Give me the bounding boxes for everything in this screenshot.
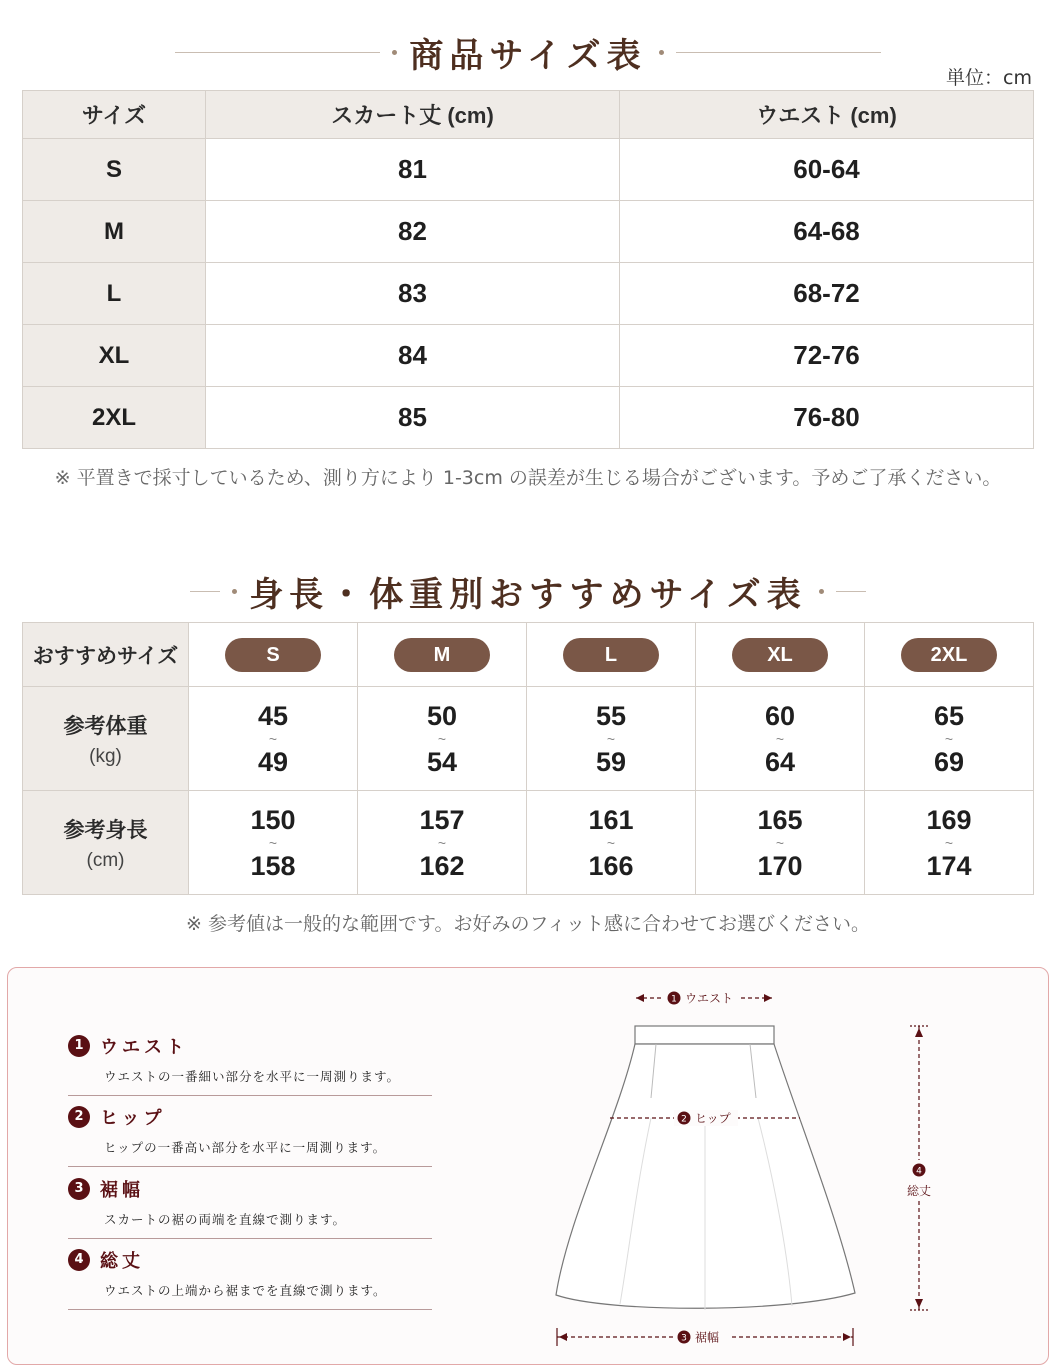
weight-max: 69 — [933, 746, 965, 777]
measurement-guide-box — [7, 967, 1049, 1365]
row-waist: 68-72 — [620, 263, 1034, 325]
range-tilde: ~ — [606, 730, 616, 747]
guide-item-title: ウエスト — [100, 1037, 188, 1058]
guide-item-desc: ウエストの上端から裾までを直線で測ります。 — [104, 1283, 387, 1298]
row-waist: 60-64 — [620, 139, 1034, 201]
number-badge: 2 — [68, 1106, 90, 1128]
table-row — [23, 139, 1034, 201]
weight-cell — [865, 687, 1034, 791]
height-min: 169 — [926, 804, 972, 835]
row-size: XL — [23, 325, 206, 387]
range-tilde: ~ — [437, 834, 447, 851]
range-tilde: ~ — [606, 834, 616, 851]
row-waist: 64-68 — [620, 201, 1034, 263]
weight-min: 45 — [257, 700, 289, 731]
weight-row — [23, 687, 1034, 791]
title-dot-left — [232, 589, 237, 594]
height-cell — [358, 791, 527, 895]
row-length: 84 — [206, 325, 620, 387]
range-tilde: ~ — [268, 834, 278, 851]
height-unit: (cm) — [86, 849, 125, 871]
range-tilde: ~ — [437, 730, 447, 747]
row-length: 83 — [206, 263, 620, 325]
hip-diagram-label: ヒップ — [695, 1111, 731, 1126]
row-size: L — [23, 263, 206, 325]
size-cell — [696, 623, 865, 687]
table-row — [23, 201, 1034, 263]
header-skirt-length: スカート丈 (cm) — [206, 91, 620, 139]
reference-note: ※ 参考値は一般的な範囲です。お好みのフィット感に合わせてお選びください。 — [186, 913, 870, 935]
range-tilde: ~ — [775, 730, 785, 747]
weight-cell — [358, 687, 527, 791]
weight-min: 60 — [764, 700, 796, 731]
waist-diagram-label: ウエスト — [685, 991, 734, 1006]
row-size: S — [23, 139, 206, 201]
size-badge: M — [394, 638, 490, 672]
size-badge: S — [225, 638, 321, 672]
row-size: 2XL — [23, 387, 206, 449]
skirt-illustration — [556, 1026, 855, 1310]
height-cell — [527, 791, 696, 895]
size-cell — [865, 623, 1034, 687]
title-divider-left — [190, 591, 220, 592]
title-dot-left — [392, 50, 397, 55]
table-row — [23, 325, 1034, 387]
row-length: 82 — [206, 201, 620, 263]
title-divider-left — [175, 52, 380, 53]
hem-diagram-label: 裾幅 — [695, 1330, 720, 1345]
height-label-cell — [23, 791, 189, 895]
row-size: M — [23, 201, 206, 263]
weight-min: 55 — [595, 700, 627, 731]
size-badge: XL — [732, 638, 828, 672]
size-badge: L — [563, 638, 659, 672]
length-diagram-label: 総丈 — [906, 1184, 932, 1198]
measurement-note: ※ 平置きで採寸しているため、測り方により 1-3cm の誤差が生じる場合がございます。予めご了承ください。 — [54, 467, 1002, 489]
weight-max: 54 — [426, 746, 458, 777]
row-waist: 72-76 — [620, 325, 1034, 387]
weight-cell — [696, 687, 865, 791]
title-divider-right — [836, 591, 866, 592]
header-size: サイズ — [23, 91, 206, 139]
size-badge: 2XL — [901, 638, 997, 672]
height-row — [23, 791, 1034, 895]
number-badge-text: 1 — [671, 994, 677, 1005]
recommend-title: 身長・体重別おすすめサイズ表 — [249, 575, 807, 615]
guide-item-desc: ヒップの一番高い部分を水平に一周測ります。 — [104, 1140, 387, 1155]
weight-unit: (kg) — [89, 745, 122, 767]
table-row — [23, 387, 1034, 449]
range-tilde: ~ — [268, 730, 278, 747]
height-min: 161 — [588, 804, 634, 835]
height-min: 157 — [419, 804, 465, 835]
weight-label: 参考体重 — [63, 714, 148, 738]
guide-item-desc: ウエストの一番細い部分を水平に一周測ります。 — [104, 1069, 401, 1084]
title-divider-right — [676, 52, 881, 53]
height-min: 150 — [250, 804, 296, 835]
height-max: 162 — [419, 850, 465, 881]
range-tilde: ~ — [944, 834, 954, 851]
height-min: 165 — [757, 804, 803, 835]
header-waist: ウエスト (cm) — [620, 91, 1034, 139]
range-tilde: ~ — [775, 834, 785, 851]
height-max: 166 — [588, 850, 634, 881]
height-cell — [189, 791, 358, 895]
guide-item-title: ヒップ — [100, 1108, 166, 1129]
length-measure — [903, 1026, 935, 1310]
weight-cell — [527, 687, 696, 791]
number-badge-text: 4 — [916, 1166, 922, 1177]
size-chart-title: 商品サイズ表 — [409, 36, 647, 76]
number-badge: 3 — [68, 1178, 90, 1200]
guide-item-desc: スカートの裾の両端を直線で測ります。 — [104, 1212, 347, 1227]
hem-measure — [557, 1328, 853, 1346]
recommend-size-row — [23, 623, 1034, 687]
row-length: 85 — [206, 387, 620, 449]
weight-label-cell — [23, 687, 189, 791]
row-length: 81 — [206, 139, 620, 201]
height-max: 158 — [250, 850, 296, 881]
number-badge-text: 2 — [681, 1114, 687, 1125]
height-cell — [696, 791, 865, 895]
table-row — [23, 263, 1034, 325]
weight-min: 65 — [933, 700, 965, 731]
recommend-size-label: おすすめサイズ — [23, 623, 189, 687]
guide-item-title: 総丈 — [100, 1251, 144, 1272]
weight-max: 59 — [595, 746, 627, 777]
skirt-diagram — [8, 968, 1050, 1366]
number-badge: 1 — [68, 1035, 90, 1057]
height-cell — [865, 791, 1034, 895]
title-dot-right — [659, 50, 664, 55]
size-cell — [189, 623, 358, 687]
size-cell — [358, 623, 527, 687]
weight-min: 50 — [426, 700, 458, 731]
row-waist: 76-80 — [620, 387, 1034, 449]
height-max: 174 — [926, 850, 972, 881]
waist-measure — [636, 990, 772, 1006]
size-chart-title-row — [0, 28, 1056, 77]
weight-max: 64 — [764, 746, 796, 777]
weight-max: 49 — [257, 746, 289, 777]
height-max: 170 — [757, 850, 803, 881]
weight-cell — [189, 687, 358, 791]
recommend-title-row — [0, 567, 1056, 616]
title-dot-right — [819, 589, 824, 594]
range-tilde: ~ — [944, 730, 954, 747]
height-label: 参考身長 — [63, 818, 148, 842]
table-header-row — [23, 91, 1034, 139]
recommend-table — [22, 622, 1034, 895]
guide-item-title: 裾幅 — [100, 1180, 144, 1201]
number-badge: 4 — [68, 1249, 90, 1271]
size-chart-table — [22, 90, 1034, 449]
unit-label: 単位：cm — [946, 67, 1032, 89]
size-cell — [527, 623, 696, 687]
number-badge-text: 3 — [681, 1333, 687, 1344]
